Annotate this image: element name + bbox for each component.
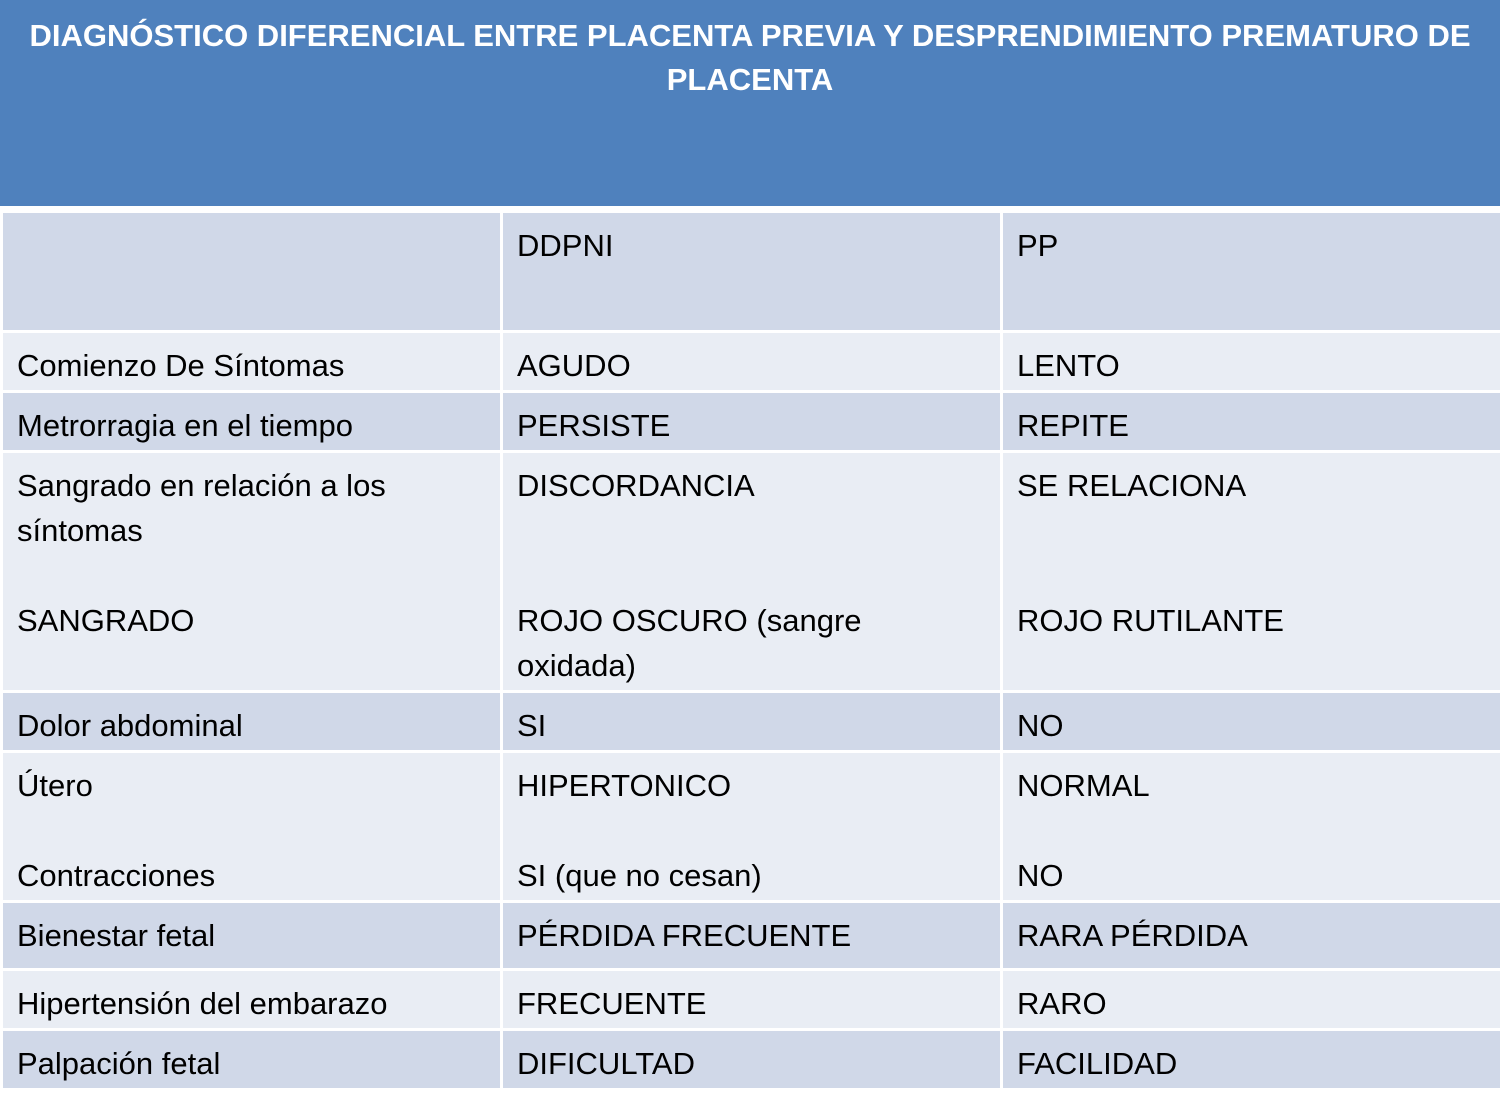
header-cell-empty <box>2 212 502 332</box>
ddpni-cell: DIFICULTAD <box>502 1030 1002 1090</box>
ddpni-cell: HIPERTONICO SI (que no cesan) <box>502 752 1002 902</box>
comparison-table <box>0 210 1500 1091</box>
table-row <box>2 1030 1500 1090</box>
row-label: Palpación fetal <box>2 1030 502 1090</box>
ddpni-cell: PÉRDIDA FRECUENTE <box>502 902 1002 970</box>
row-label: Hipertensión del embarazo <box>2 970 502 1030</box>
table-row <box>2 752 1500 902</box>
ddpni-cell: SI <box>502 692 1002 752</box>
table-row <box>2 902 1500 970</box>
table-row <box>2 692 1500 752</box>
pp-cell: NORMAL NO <box>1002 752 1500 902</box>
header-cell-pp: PP <box>1002 212 1500 332</box>
pp-cell: FACILIDAD <box>1002 1030 1500 1090</box>
table-header-row <box>2 212 1500 332</box>
pp-cell: RARO <box>1002 970 1500 1030</box>
table-row <box>2 332 1500 392</box>
ddpni-cell: DISCORDANCIA ROJO OSCURO (sangre oxidada) <box>502 452 1002 692</box>
row-label: Bienestar fetal <box>2 902 502 970</box>
row-label: Comienzo De Síntomas <box>2 332 502 392</box>
table-row <box>2 452 1500 692</box>
pp-cell: RARA PÉRDIDA <box>1002 902 1500 970</box>
table-row <box>2 970 1500 1030</box>
row-label: Sangrado en relación a los síntomas SANGRADO <box>2 452 502 692</box>
row-label: Dolor abdominal <box>2 692 502 752</box>
pp-cell: SE RELACIONA ROJO RUTILANTE <box>1002 452 1500 692</box>
ddpni-cell: FRECUENTE <box>502 970 1002 1030</box>
slide-title: DIAGNÓSTICO DIFERENCIAL ENTRE PLACENTA PREVIA Y DESPRENDIMIENTO PREMATURO DE PLACENTA <box>0 0 1500 208</box>
ddpni-cell: PERSISTE <box>502 392 1002 452</box>
row-label: Útero Contracciones <box>2 752 502 902</box>
table-row <box>2 392 1500 452</box>
pp-cell: NO <box>1002 692 1500 752</box>
ddpni-cell: AGUDO <box>502 332 1002 392</box>
header-cell-ddpni: DDPNI <box>502 212 1002 332</box>
pp-cell: REPITE <box>1002 392 1500 452</box>
row-label: Metrorragia en el tiempo <box>2 392 502 452</box>
pp-cell: LENTO <box>1002 332 1500 392</box>
